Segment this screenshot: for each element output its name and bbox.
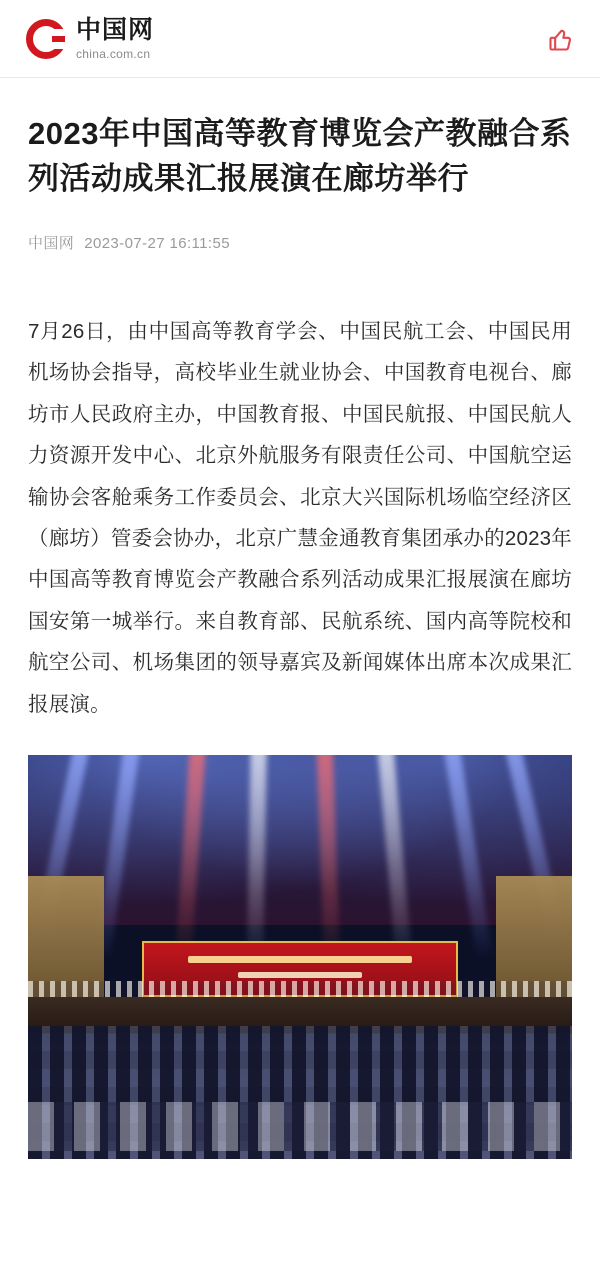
photo-light-beam bbox=[247, 755, 267, 957]
article-source: 中国网 bbox=[28, 234, 75, 252]
article-datetime: 2023-07-27 16:11:55 bbox=[84, 234, 230, 252]
article-body: 7月26日，由中国高等教育学会、中国民航工会、中国民用机场协会指导，高校毕业生就业协会、中国教育电视台、廊坊市人民政府主办，中国教育报、中国民航报、中国民航人力资源开发中心、北京外航服务有限责任公司、中国航空运输协会客舱乘务工作委员会、北京大兴国际机场临空经济区（廊坊）管委会协办，北京广慧金通教育集团承办的2023年中国高等教育博览会产教融合系列活动成果汇报展演在廊坊国安第一城举行。来自教育部、民航系统、国内高等院校和航空公司、机场集团的领导嘉宾及新闻媒体出席本次成果汇报展演。 bbox=[28, 319, 572, 716]
article-photo bbox=[28, 755, 572, 1159]
site-logo[interactable] bbox=[26, 15, 155, 61]
article-meta bbox=[28, 232, 572, 253]
photo-tables bbox=[28, 1102, 572, 1150]
thumbs-up-icon[interactable] bbox=[544, 22, 578, 56]
brand-text bbox=[76, 15, 155, 61]
site-header bbox=[0, 0, 600, 78]
page-title: 2023年中国高等教育博览会产教融合系列活动成果汇报展演在廊坊举行 bbox=[28, 116, 572, 196]
article-container bbox=[0, 112, 600, 1159]
brand-name-en: china.com.cn bbox=[76, 46, 151, 61]
brand-name-cn: 中国网 bbox=[76, 15, 155, 44]
china-net-logo-icon bbox=[26, 19, 66, 59]
